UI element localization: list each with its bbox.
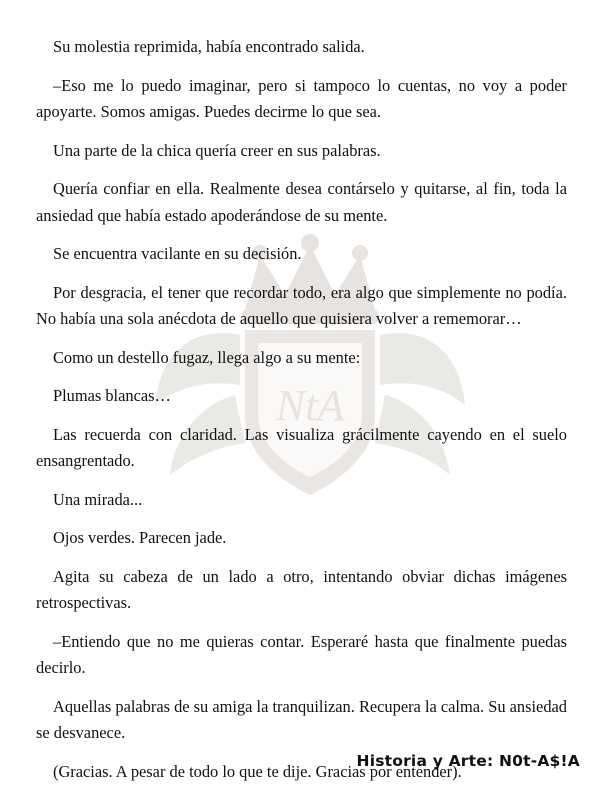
watermark-text: NtA [275, 381, 345, 430]
paragraph: –Eso me lo puedo imaginar, pero si tampoco lo cuentas, no voy a poder apoyarte. Somos amigas. Puedes decirme lo que sea. [36, 75, 567, 121]
paragraph: Por desgracia, el tener que recordar todo, era algo que simplemente no podía. No había una sola anécdota de aquello que quisiera volver a rememorar… [36, 282, 567, 328]
paragraph: Ojos verdes. Parecen jade. [53, 528, 227, 547]
paragraph: Aquellas palabras de su amiga la tranquilizan. Recupera la calma. Su ansiedad se desvanece. [36, 696, 567, 742]
paragraph: –Entiendo que no me quieras contar. Esperaré hasta que finalmente puedas decirlo. [36, 631, 567, 677]
paragraph: (Gracias. A pesar de todo lo que te dije. Gracias por entender). [53, 761, 462, 781]
page-body [36, 34, 567, 797]
paragraph: Una mirada... [53, 489, 143, 509]
paragraph: Una parte de la chica quería creer en sus palabras. [53, 140, 381, 160]
author-signature: Historia y Arte: N0t-A$!A [356, 752, 580, 770]
paragraph: Se encuentra vacilante en su decisión. [53, 244, 302, 263]
paragraph: Agita su cabeza de un lado a otro, intentando obviar dichas imágenes retrospectivas. [36, 566, 567, 612]
paragraph: Plumas blancas… [53, 386, 171, 405]
paragraph: Su molestia reprimida, había encontrado salida. [53, 37, 365, 56]
paragraph: Como un destello fugaz, llega algo a su mente: [53, 347, 361, 367]
paragraph: Las recuerda con claridad. Las visualiza grácilmente cayendo en el suelo ensangrentado. [36, 424, 567, 470]
paragraph: Quería confiar en ella. Realmente desea contárselo y quitarse, al fin, toda la ansiedad que había estado apoderándose de su mente. [36, 179, 567, 225]
